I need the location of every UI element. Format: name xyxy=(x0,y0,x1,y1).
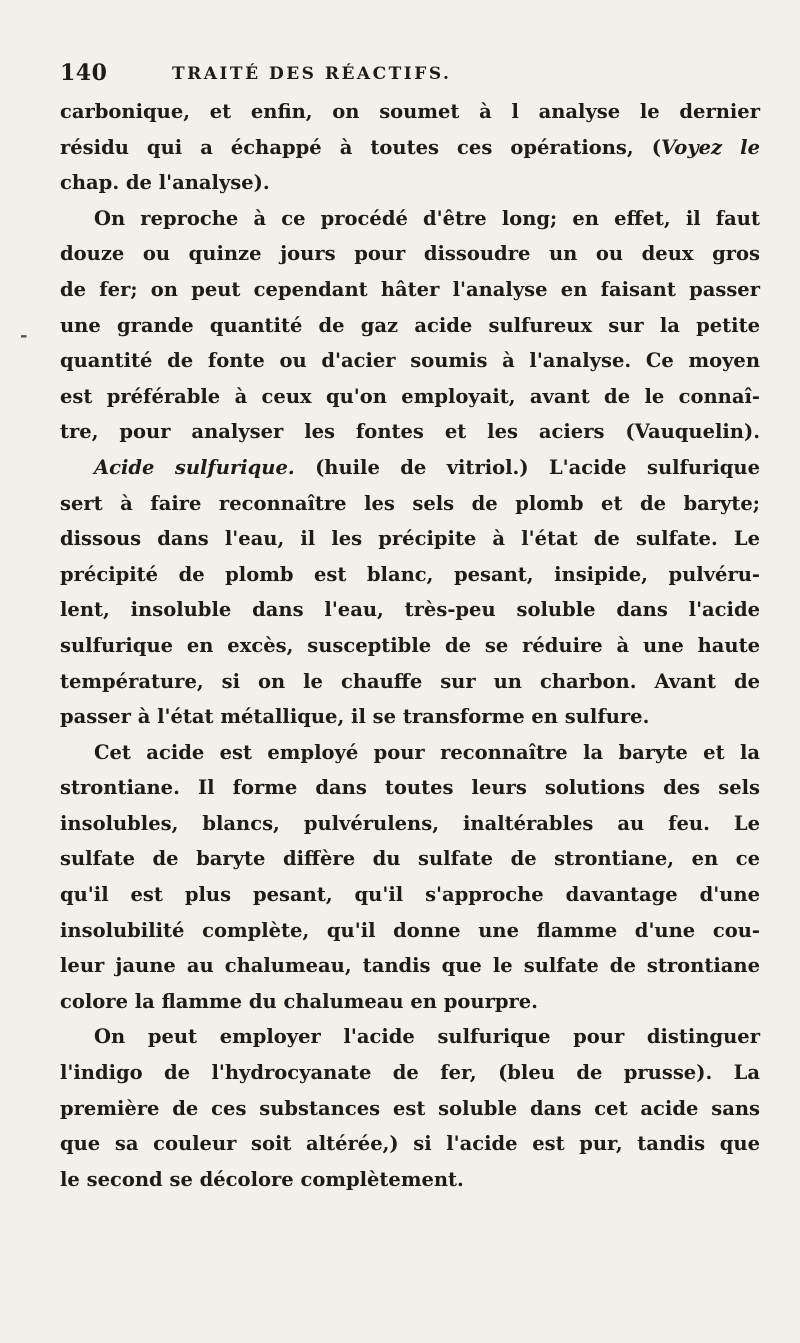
text-line: insolubilité complète, qu'il donne une flamme d'une cou- xyxy=(60,918,760,942)
paragraph-start-line: Cet acide est employé pour reconnaître la baryte et la xyxy=(94,740,760,764)
text-line: de fer; on peut cependant hâter l'analyse en faisant passer xyxy=(60,277,760,301)
paragraph-start-line: On reproche à ce procédé d'être long; en effet, il faut xyxy=(94,206,760,230)
italic-reference: Voyez le xyxy=(660,135,760,159)
text-line: précipité de plomb est blanc, pesant, insipide, pulvéru- xyxy=(60,562,760,586)
text-line: lent, insoluble dans l'eau, très-peu soluble dans l'acide xyxy=(60,598,760,622)
text-line: sulfate de baryte diffère du sulfate de strontiane, en ce xyxy=(60,847,760,871)
section-heading: Acide sulfurique. xyxy=(94,455,295,479)
text-line: dissous dans l'eau, il les précipite à l'état de sulfate. Le xyxy=(60,527,760,551)
text-line: première de ces substances est soluble dans cet acide sans xyxy=(60,1096,760,1120)
paragraph-start-line: On peut employer l'acide sulfurique pour distinguer xyxy=(94,1025,760,1049)
page-number: 140 xyxy=(60,60,108,86)
text-line: l'indigo de l'hydrocyanate de fer, (bleu de prusse). La xyxy=(60,1061,760,1085)
text-line: colore la flamme du chalumeau en pourpre. xyxy=(60,989,538,1013)
text-line: insolubles, blancs, pulvérulens, inaltérables au feu. Le xyxy=(60,811,760,835)
text-line: leur jaune au chalumeau, tandis que le sulfate de strontiane xyxy=(60,954,760,978)
margin-mark: - xyxy=(20,325,28,346)
text-line: sert à faire reconnaître les sels de plomb et de baryte; xyxy=(60,491,760,515)
text-line: qu'il est plus pesant, qu'il s'approche davantage d'une xyxy=(60,883,760,907)
text-line: que sa couleur soit altérée,) si l'acide est pur, tandis que xyxy=(60,1132,760,1156)
text-line: passer à l'état métallique, il se transforme en sulfure. xyxy=(60,705,650,729)
text-line: tre, pour analyser les fontes et les aciers (Vauquelin). xyxy=(60,420,760,444)
text-line-part: résidu qui a échappé à toutes ces opérations, ( xyxy=(60,135,661,159)
section-heading-line xyxy=(60,450,760,486)
text-line xyxy=(60,130,760,166)
running-head: TRAITÉ DES RÉACTIFS. xyxy=(172,64,452,84)
text-line: douze ou quinze jours pour dissoudre un ou deux gros xyxy=(60,242,760,266)
text-line: carbonique, et enfin, on soumet à l analyse le dernier xyxy=(60,100,760,123)
text-line: quantité de fonte ou d'acier soumis à l'analyse. Ce moyen xyxy=(60,349,760,373)
page-header xyxy=(60,60,750,96)
body-text xyxy=(60,94,760,1197)
text-line: température, si on le chauffe sur un charbon. Avant de xyxy=(60,669,760,693)
text-line-part: (huile de vitriol.) L'acide sulfurique xyxy=(294,455,761,479)
text-line: sulfurique en excès, susceptible de se réduire à une haute xyxy=(60,633,760,657)
text-line: est préférable à ceux qu'on employait, avant de le connaî- xyxy=(60,384,760,408)
text-line: une grande quantité de gaz acide sulfureux sur la petite xyxy=(60,313,760,337)
text-line: le second se décolore complètement. xyxy=(60,1167,464,1191)
text-line: chap. de l'analyse). xyxy=(60,171,270,195)
text-line: strontiane. Il forme dans toutes leurs solutions des sels xyxy=(60,776,760,800)
